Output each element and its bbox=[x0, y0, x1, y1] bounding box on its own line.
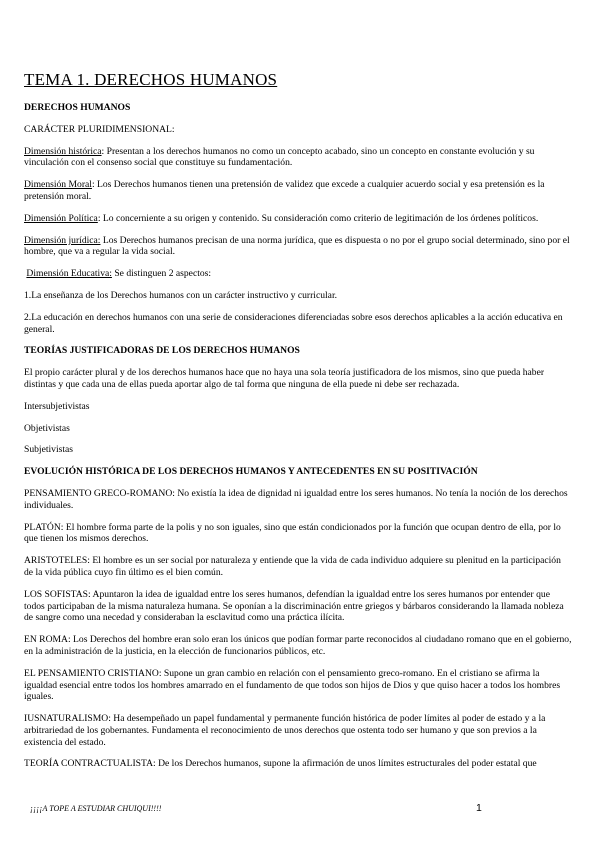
section-heading-evolucion: EVOLUCIÓN HISTÓRICA DE LOS DERECHOS HUMANOS Y ANTECEDENTES EN SU POSITIVACIÓN bbox=[24, 466, 478, 478]
teoria-subjetivistas: Subjetivistas bbox=[24, 444, 74, 456]
dimension-educativa-text: Se distinguen 2 aspectos: bbox=[111, 268, 212, 280]
section-heading-derechos-humanos: DERECHOS HUMANOS bbox=[24, 102, 131, 113]
dimension-juridica-text: Los Derechos humanos precisan de una norma jurídica, que es dispuesta o no por el grupo social determinado, sino por el hombre, que va a regular la vida social. bbox=[24, 234, 570, 258]
dimension-politica-text: : Lo concerniente a su origen y contenido. Su consideración como criterio de legitimación de los órdenes políticos. bbox=[97, 212, 539, 224]
aspecto-1: 1.La enseñanza de los Derechos humanos con un carácter instructivo y curricular. bbox=[24, 289, 338, 301]
document-page bbox=[24, 70, 572, 780]
paragraph-cristiano: EL PENSAMIENTO CRISTIANO: Supone un gran cambio en relación con el pensamiento greco-romano. En el cristiano se afirma la igualdad esencial entre todos los hombres amarrado en el fundamento de que todos son hijos de Dios y que quiso hacer a todos los hombres iguales. bbox=[24, 667, 561, 703]
paragraph-aristoteles: ARISTOTELES: El hombre es un ser social por naturaleza y entiende que la vida de cada individuo adquiere su plenitud en la participación de la vida pública cuyo fin último es el bien común. bbox=[24, 555, 561, 578]
section-heading-teorias: TEORÍAS JUSTIFICADORAS DE LOS DERECHOS HUMANOS bbox=[24, 345, 300, 357]
paragraph-dimension-moral bbox=[24, 179, 572, 203]
teoria-objetivistas: Objetivistas bbox=[24, 422, 70, 434]
dimension-moral-label: Dimensión Moral bbox=[24, 179, 92, 191]
paragraph-dimension-juridica bbox=[24, 235, 572, 259]
page-title: TEMA 1. DERECHOS HUMANOS bbox=[24, 70, 278, 89]
dimension-educativa-label: Dimensión Educativa: bbox=[26, 268, 112, 280]
dimension-politica-label: Dimensión Política bbox=[24, 212, 98, 224]
paragraph-roma: EN ROMA: Los Derechos del hombre eran solo eran los únicos que podían formar parte reconocidos al ciudadano romano que en el gobierno, en la administración de la justicia, en la elección de funcionarios públicos, etc. bbox=[24, 634, 572, 657]
paragraph-contractualista: TEORÍA CONTRACTUALISTA: De los Derechos humanos, supone la afirmación de unos límites estructurales del poder estatal que bbox=[24, 758, 537, 770]
dimension-historica-label: Dimensión histórica bbox=[24, 145, 102, 157]
aspecto-2: 2.La educación en derechos humanos con una serie de consideraciones diferenciadas sobre esos derechos aplicables a la acción educativa en general. bbox=[24, 311, 563, 335]
dimension-historica-text: : Presentan a los derechos humanos no como un concepto acabado, sino un concepto en constante evolución y su vinculación con el consenso social que constituye su fundamentación. bbox=[24, 145, 535, 169]
paragraph-teorias: El propio carácter plural y de los derechos humanos hace que no haya una sola teoría justificadora de los mismos, sino que pueda haber distintas y que cada una de ellas pueda aportar algo de tal forma que ninguna de ella puede ni debe ser rechazada. bbox=[24, 367, 545, 390]
page-number: 1 bbox=[476, 802, 482, 814]
footer-note: ¡¡¡¡A TOPE A ESTUDIAR CHUIQUI!!!! bbox=[30, 804, 162, 813]
paragraph-dimension-educativa bbox=[24, 268, 572, 280]
paragraph-sofistas: LOS SOFISTAS: Apuntaron la idea de igualdad entre los seres humanos, defendían la igualdad entre los seres humanos por entender que todos participaban de la misma naturaleza humana. Se oponían a la discriminación entre griegos y bárbaros considerando la llamada nobleza de sangre como una necedad y consideraban la esclavitud como una práctica ilícita. bbox=[24, 588, 564, 624]
paragraph-iusnaturalismo: IUSNATURALISMO: Ha desempeñado un papel fundamental y permanente función histórica de poder límites al poder de estado y a la arbitrariedad de los gobernantes. Fundamenta el reconocimiento de unos derechos que ostenta todo ser humano y que son previos a la existencia del estado. bbox=[24, 713, 546, 748]
paragraph-platon: PLATÓN: El hombre forma parte de la polis y no son iguales, sino que están condicionados por la función que ocupan dentro de ella, por lo que tienen los mismos derechos. bbox=[24, 521, 561, 545]
paragraph-dimension-politica bbox=[24, 213, 572, 225]
caracter-label: CARÁCTER PLURIDIMENSIONAL: bbox=[24, 123, 175, 135]
teoria-intersubjetivistas: Intersubjetivistas bbox=[24, 400, 90, 412]
dimension-moral-text: : Los Derechos humanos tienen una pretensión de validez que excede a cualquier acuerdo social y esa pretensión es la pretensión moral. bbox=[24, 179, 545, 202]
paragraph-dimension-historica bbox=[24, 146, 572, 170]
paragraph-greco-romano: PENSAMIENTO GRECO-ROMANO: No existía la idea de dignidad ni igualdad entre los seres humanos. No tenía la noción de los derechos individuales. bbox=[24, 487, 568, 511]
page-footer bbox=[30, 802, 560, 816]
dimension-juridica-label: Dimensión jurídica: bbox=[24, 234, 101, 246]
